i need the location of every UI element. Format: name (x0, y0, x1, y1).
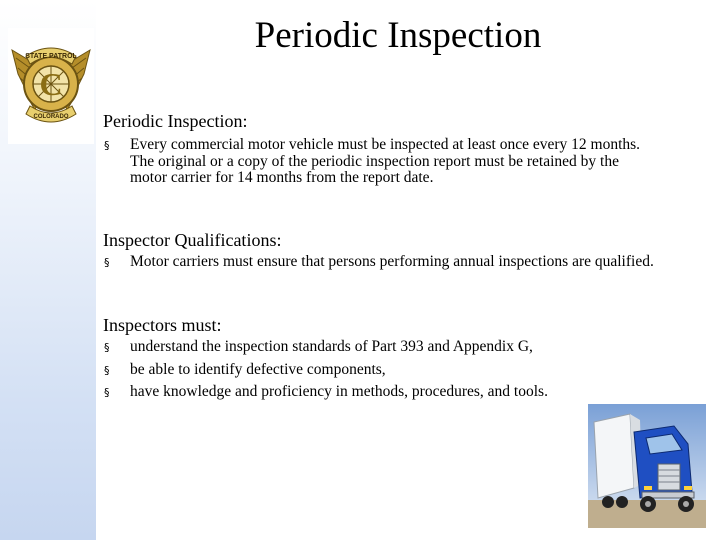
semi-truck-image (588, 404, 706, 528)
section-heading-periodic-inspection: Periodic Inspection: (103, 111, 248, 131)
state-patrol-wing-emblem (8, 28, 94, 144)
section-heading-inspectors-must: Inspectors must: (103, 315, 222, 335)
bullet-marker: § (104, 256, 110, 269)
list-item (103, 339, 683, 356)
bullet-marker: § (104, 386, 110, 399)
bullet-list-inspectors-must (103, 339, 683, 407)
colorado-state-patrol-logo (8, 28, 94, 144)
bullet-list-inspector-qualifications (103, 254, 663, 277)
logo-text-top: STATE PATROL (25, 53, 77, 60)
truck-photo (588, 404, 706, 528)
bullet-list-periodic-inspection (103, 137, 648, 193)
bullet-marker: § (104, 341, 110, 354)
bullet-marker: § (104, 363, 110, 377)
bullet-text: be able to identify defective components, (130, 360, 386, 378)
bullet-text: understand the inspection standards of Part 393 and Appendix G, (130, 338, 533, 355)
list-item (103, 137, 648, 187)
list-item (103, 384, 683, 401)
section-heading-inspector-qualifications: Inspector Qualifications: (103, 230, 282, 250)
bullet-text: Motor carriers must ensure that persons performing annual inspections are qualified. (130, 253, 654, 270)
logo-letter: C (39, 66, 63, 102)
list-item (103, 254, 663, 271)
logo-text-bottom: COLORADO (33, 114, 69, 120)
slide-title: Periodic Inspection (254, 15, 542, 56)
bullet-marker: § (104, 139, 110, 152)
list-item (103, 362, 683, 379)
bullet-text: Every commercial motor vehicle must be inspected at least once every 12 months. The original or a copy of the periodic inspection report must be retained by the motor carrier for 14 months from the report date. (130, 136, 641, 186)
bullet-text: have knowledge and proficiency in methods, procedures, and tools. (130, 383, 548, 400)
